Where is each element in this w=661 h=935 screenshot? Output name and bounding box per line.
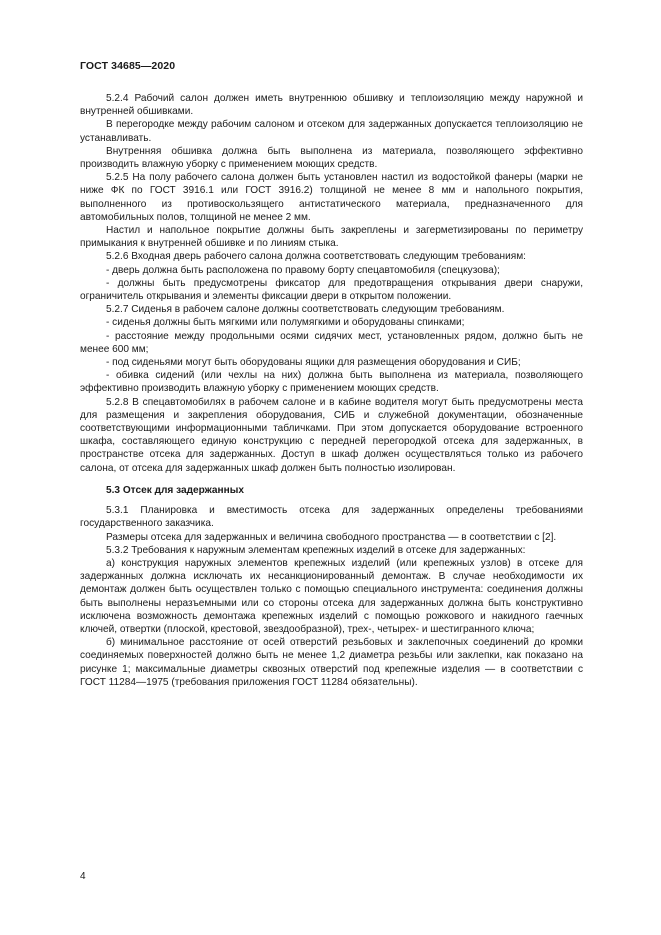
list-item: - должны быть предусмотрены фиксатор для предотвращения открывания двери снаружи, ограничитель открывания и элементы фиксации двери в открытом положении. (80, 277, 583, 303)
paragraph: 5.2.6 Входная дверь рабочего салона должна соответствовать следующим требованиям: (106, 251, 526, 263)
list-item: б) минимальное расстояние от осей отверстий резьбовых и заклепочных соединений до кромки соединяемых поверхностей должно быть не менее 1,2 диаметра резьбы или заклепки, как показано на рисунке 1; максимальные диаметры сквозных отверстий под крепежные изделия — в соответствии с ГОСТ 11284—1975 (требования приложения ГОСТ 11284 обязательны). (80, 637, 583, 688)
paragraph: Внутренняя обшивка должна быть выполнена из материала, позволяющего эффективно производить влажную уборку с применением моющих средств. (80, 145, 583, 171)
paragraph: 5.3.2 Требования к наружным элементам крепежных изделий в отсеке для задержанных: (106, 544, 526, 556)
paragraph: 5.2.7 Сиденья в рабочем салоне должны соответствовать следующим требованиям. (106, 304, 505, 316)
document-body (80, 92, 583, 689)
list-item: - под сиденьями могут быть оборудованы ящики для размещения оборудования и СИБ; (106, 357, 521, 369)
document-header: ГОСТ 34685—2020 (80, 60, 176, 72)
list-item: - обивка сидений (или чехлы на них) должна быть выполнена из материала, позволяющего эффективно производить влажную уборку с применением моющих средств. (80, 370, 583, 395)
list-item: а) конструкция наружных элементов крепежных изделий (или крепежных узлов) в отсеке для задержанных должна исключать их несанкционированный демонтаж. В случае необходимости их демонтаж должен быть осуществлен только с помощью специального инструмента: соединения должны быть выполнены неразъемными или со стороны отсека для задержанных должна быть конструктивно исключена возможность демонтажа крепежных изделий с помощью рожкового и накидного гаечных ключей, отвертки (плоской, крестовой, звездообразной), трех-, четырех- и шестигранного ключа; (80, 557, 583, 635)
paragraph: 5.2.8 В спецавтомобилях в рабочем салоне и в кабине водителя могут быть предусмотрены места для размещения и закрепления оборудования, СИБ и служебной документации, обозначенные соответствующими информационными табличками. При этом допускается оборудование встроенного шкафа, составляющего единую конструкцию с передней перегородкой отсека для задержанных, в пространстве отсека для задержанных. Доступ в шкаф должен осуществляться только из рабочего салона, от отсека для задержанных шкаф должен быть полностью изолирован. (80, 396, 583, 474)
paragraph: В перегородке между рабочим салоном и отсеком для задержанных допускается теплоизоляцию не устанавливать. (80, 119, 583, 144)
paragraph: 5.3.1 Планировка и вместимость отсека для задержанных определены требованиями государственного заказчика. (80, 505, 583, 530)
list-item: - сиденья должны быть мягкими или полумягкими и оборудованы спинками; (106, 317, 465, 329)
paragraph: 5.2.5 На полу рабочего салона должен быть установлен настил из водостойкой фанеры (марки не ниже ФК по ГОСТ 3916.1 или ГОСТ 3916.2) толщиной не менее 8 мм и напольного покрытия, выполненного из противоскользящего антистатического материала, предназначенного для автомобильных полов, толщиной не менее 2 мм. (80, 172, 583, 223)
list-item: - дверь должна быть расположена по правому борту спецавтомобиля (спецкузова); (106, 264, 500, 276)
paragraph: Настил и напольное покрытие должны быть закреплены и загерметизированы по периметру примыкания к внутренней обшивке и по линиям стыка. (80, 225, 583, 250)
list-item: - расстояние между продольными осями сидячих мест, установленных рядом, должно быть не менее 600 мм; (80, 330, 583, 355)
paragraph: 5.2.4 Рабочий салон должен иметь внутреннюю обшивку и теплоизоляцию между наружной и внутренней обшивками. (80, 93, 583, 118)
section-heading: 5.3 Отсек для задержанных (106, 484, 244, 496)
page-number: 4 (80, 871, 86, 882)
paragraph: Размеры отсека для задержанных и величина свободного пространства — в соответствии с [2]. (106, 531, 557, 543)
